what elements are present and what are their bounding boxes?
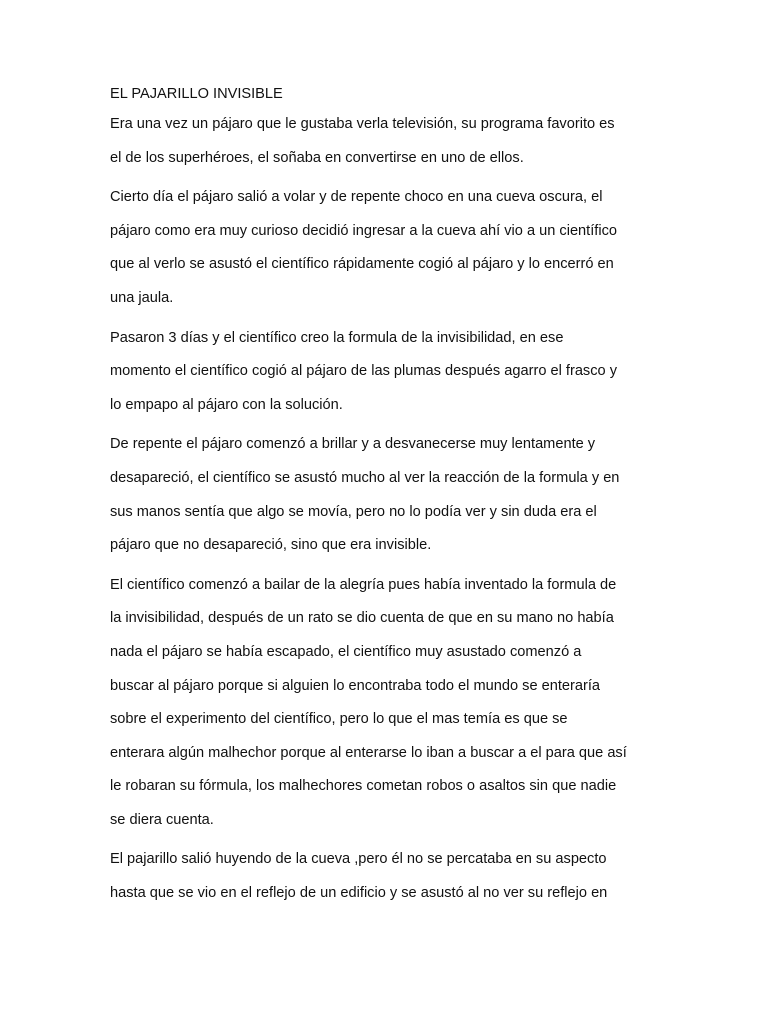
paragraph-line: Pasaron 3 días y el científico creo la formula de la invisibilidad, en ese xyxy=(110,329,564,346)
paragraph-line: una jaula. xyxy=(110,289,174,306)
paragraph-6 xyxy=(110,843,658,910)
paragraph-line: Cierto día el pájaro salió a volar y de repente choco en una cueva oscura, el xyxy=(110,189,603,206)
paragraph-line: enterara algún malhechor porque al enterarse lo iban a buscar a el para que así xyxy=(110,744,627,761)
paragraph-line: la invisibilidad, después de un rato se dio cuenta de que en su mano no había xyxy=(110,610,614,627)
paragraph-line: pájaro que no desapareció, sino que era invisible. xyxy=(110,537,432,554)
paragraph-line: nada el pájaro se había escapado, el científico muy asustado comenzó a xyxy=(110,643,582,660)
paragraph-line: se diera cuenta. xyxy=(110,811,214,828)
paragraph-line: sobre el experimento del científico, pero lo que el mas temía es que se xyxy=(110,711,568,728)
document-title: EL PAJARILLO INVISIBLE xyxy=(110,86,283,102)
paragraph-5 xyxy=(110,569,658,838)
paragraph-line: el de los superhéroes, el soñaba en convertirse en uno de ellos. xyxy=(110,149,524,166)
paragraph-3 xyxy=(110,322,658,423)
paragraph-line: sus manos sentía que algo se movía, pero no lo podía ver y sin duda era el xyxy=(110,503,597,520)
paragraph-2 xyxy=(110,181,658,315)
paragraph-line: Era una vez un pájaro que le gustaba verla televisión, su programa favorito es xyxy=(110,116,615,132)
paragraph-line: El pajarillo salió huyendo de la cueva ,pero él no se percataba en su aspecto xyxy=(110,851,607,868)
document-body xyxy=(110,84,658,917)
paragraph-line: desapareció, el científico se asustó mucho al ver la reacción de la formula y en xyxy=(110,469,620,486)
paragraph-line: De repente el pájaro comenzó a brillar y a desvanecerse muy lentamente y xyxy=(110,436,596,453)
paragraph-line: El científico comenzó a bailar de la alegría pues había inventado la formula de xyxy=(110,576,617,593)
paragraph-line: momento el científico cogió al pájaro de las plumas después agarro el frasco y xyxy=(110,363,617,380)
paragraph-line: buscar al pájaro porque si alguien lo encontraba todo el mundo se enteraría xyxy=(110,677,601,694)
paragraph-line: le robaran su fórmula, los malhechores cometan robos o asaltos sin que nadie xyxy=(110,778,617,795)
paragraph-line: hasta que se vio en el reflejo de un edificio y se asustó al no ver su reflejo en xyxy=(110,885,608,902)
paragraph-4 xyxy=(110,428,658,562)
paragraph-1 xyxy=(110,108,658,175)
paragraph-line: pájaro como era muy curioso decidió ingresar a la cueva ahí vio a un científico xyxy=(110,222,617,239)
paragraph-line: lo empapo al pájaro con la solución. xyxy=(110,396,343,413)
paragraph-line: que al verlo se asustó el científico rápidamente cogió al pájaro y lo encerró en xyxy=(110,256,614,273)
